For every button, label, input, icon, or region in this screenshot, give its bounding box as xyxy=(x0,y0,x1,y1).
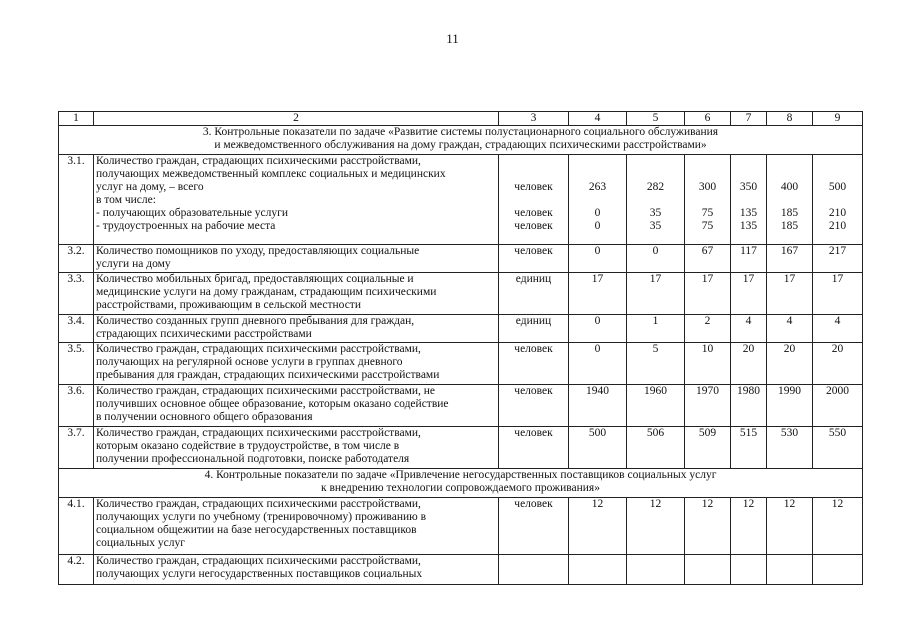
value: 263 xyxy=(588,181,607,193)
indicator-name-line: страдающих психическими расстройствами xyxy=(96,328,312,340)
indicator-name xyxy=(94,273,499,315)
table-row xyxy=(59,385,863,427)
value-cell: 509 xyxy=(685,427,731,469)
value: 75 xyxy=(701,207,714,219)
indicator-name-line: пребывания для граждан, страдающих психическими расстройствами xyxy=(96,369,440,381)
header-cell: 2 xyxy=(94,112,499,126)
value-cell: 17 xyxy=(731,273,767,315)
value-cell: 12 xyxy=(569,498,627,555)
value-cell xyxy=(767,155,813,245)
indicator-name-line: расстройствами, проживающим в сельской местности xyxy=(96,299,361,311)
indicator-name-line: которым оказано содействие в трудоустройстве, в том числе в xyxy=(96,440,400,452)
table-row xyxy=(59,427,863,469)
header-row xyxy=(59,112,863,126)
section-title-line: и межведомственного обслуживания на дому граждан, страдающих психическими расстройствами» xyxy=(214,139,707,151)
value: 75 xyxy=(701,220,714,232)
value-cell: 4 xyxy=(767,315,813,343)
page-number: 11 xyxy=(446,31,459,46)
value-cell: 0 xyxy=(569,315,627,343)
indicator-name-line: получивших основное общее образование, которым оказано содействие xyxy=(96,398,449,410)
value-cell: 20 xyxy=(767,343,813,385)
value-cell: 67 xyxy=(685,245,731,273)
value: 400 xyxy=(780,181,799,193)
indicator-name-line: Количество мобильных бригад, предоставляющих социальные и xyxy=(96,273,414,285)
header-cell: 8 xyxy=(767,112,813,126)
unit-cell xyxy=(499,555,569,585)
indicator-name-line: Количество граждан, страдающих психическими расстройствами, xyxy=(96,155,421,167)
table-row xyxy=(59,555,863,585)
indicator-name-line: медицинские услуги на дому гражданам, страдающим психическими xyxy=(96,286,437,298)
value-cell: 1990 xyxy=(767,385,813,427)
header-cell: 6 xyxy=(685,112,731,126)
value-cell: 17 xyxy=(685,273,731,315)
value-cell: 12 xyxy=(627,498,685,555)
row-number: 3.5. xyxy=(59,343,94,385)
value-cell xyxy=(731,155,767,245)
value-cell: 2000 xyxy=(813,385,863,427)
unit-cell: человек xyxy=(499,385,569,427)
row-number: 3.2. xyxy=(59,245,94,273)
value: 210 xyxy=(828,220,847,232)
table-row xyxy=(59,315,863,343)
indicator-name-line: Количество помощников по уходу, предоставляющих социальные xyxy=(96,245,420,257)
indicator-name-line: получающих услуги негосударственных поставщиков социальных xyxy=(96,568,423,580)
row-number: 3.4. xyxy=(59,315,94,343)
value: 0 xyxy=(594,207,601,219)
value-cell: 12 xyxy=(731,498,767,555)
indicator-name-line: - получающих образовательные услуги xyxy=(96,207,289,219)
value-cell xyxy=(569,555,627,585)
indicator-name xyxy=(94,498,499,555)
value-cell xyxy=(767,555,813,585)
indicator-name-line: в том числе: xyxy=(96,194,156,206)
indicator-name-line: услуг на дому, – всего xyxy=(96,181,204,193)
section-4-title xyxy=(59,469,863,498)
header-cell: 3 xyxy=(499,112,569,126)
row-number: 3.3. xyxy=(59,273,94,315)
row-number: 4.1. xyxy=(59,498,94,555)
indicator-name-line: получающих услуги по учебному (тренировочному) проживанию в xyxy=(96,511,427,523)
table-row xyxy=(59,245,863,273)
value-cell: 217 xyxy=(813,245,863,273)
section-4-title-row xyxy=(59,469,863,498)
section-3-title xyxy=(59,126,863,155)
indicator-name xyxy=(94,245,499,273)
value-cell: 4 xyxy=(813,315,863,343)
indicator-name xyxy=(94,315,499,343)
value-cell: 4 xyxy=(731,315,767,343)
unit-cell xyxy=(499,155,569,245)
indicator-name-line: получении профессиональной подготовки, поиске работодателя xyxy=(96,453,410,465)
indicator-name-line: получающих межведомственный комплекс социальных и медицинских xyxy=(96,168,446,180)
table-row xyxy=(59,155,863,245)
header-cell: 9 xyxy=(813,112,863,126)
indicator-name xyxy=(94,555,499,585)
value-cell: 1 xyxy=(627,315,685,343)
value-cell: 17 xyxy=(569,273,627,315)
table-row xyxy=(59,273,863,315)
unit-cell: человек xyxy=(499,343,569,385)
header-cell: 4 xyxy=(569,112,627,126)
value-cell xyxy=(627,155,685,245)
indicator-name-line: Количество граждан, страдающих психическими расстройствами, xyxy=(96,427,421,439)
indicator-name-line: в получении основного общего образования xyxy=(96,411,313,423)
value: 185 xyxy=(780,220,799,232)
indicator-name-line: Количество созданных групп дневного пребывания для граждан, xyxy=(96,315,415,327)
unit-value: человек xyxy=(514,207,553,219)
value-cell xyxy=(685,555,731,585)
value-cell: 506 xyxy=(627,427,685,469)
row-number: 3.7. xyxy=(59,427,94,469)
value-cell xyxy=(685,155,731,245)
value: 35 xyxy=(649,207,662,219)
indicator-name-line: - трудоустроенных на рабочие места xyxy=(96,220,276,232)
unit-cell: человек xyxy=(499,245,569,273)
value-cell: 20 xyxy=(731,343,767,385)
value-cell xyxy=(627,555,685,585)
value-cell: 12 xyxy=(685,498,731,555)
unit-cell: человек xyxy=(499,427,569,469)
value-cell: 1970 xyxy=(685,385,731,427)
value-cell: 500 xyxy=(569,427,627,469)
value-cell xyxy=(813,155,863,245)
indicator-name-line: Количество граждан, страдающих психическими расстройствами, xyxy=(96,555,421,567)
value: 500 xyxy=(828,181,847,193)
value: 300 xyxy=(698,181,717,193)
row-number: 4.2. xyxy=(59,555,94,585)
indicators-table xyxy=(58,111,863,585)
value-cell: 12 xyxy=(767,498,813,555)
value-cell xyxy=(569,155,627,245)
section-title-line: 3. Контрольные показатели по задаче «Развитие системы полустационарного социального обслуживания xyxy=(202,126,719,138)
indicator-name-line: Количество граждан, страдающих психическими расстройствами, xyxy=(96,343,421,355)
value-cell: 550 xyxy=(813,427,863,469)
table-body xyxy=(59,112,863,585)
unit-cell: единиц xyxy=(499,315,569,343)
value-cell: 17 xyxy=(627,273,685,315)
value-cell xyxy=(813,555,863,585)
row-number: 3.6. xyxy=(59,385,94,427)
indicator-name xyxy=(94,343,499,385)
value-cell: 0 xyxy=(569,245,627,273)
indicator-name xyxy=(94,385,499,427)
value: 135 xyxy=(739,207,758,219)
table-row xyxy=(59,343,863,385)
value: 282 xyxy=(646,181,665,193)
unit-cell: человек xyxy=(499,498,569,555)
value: 210 xyxy=(828,207,847,219)
value-cell: 1940 xyxy=(569,385,627,427)
value: 185 xyxy=(780,207,799,219)
value-cell: 12 xyxy=(813,498,863,555)
indicator-name-line: Количество граждан, страдающих психическими расстройствами, xyxy=(96,498,421,510)
value-cell: 0 xyxy=(627,245,685,273)
value: 35 xyxy=(649,220,662,232)
value-cell: 20 xyxy=(813,343,863,385)
value: 350 xyxy=(739,181,758,193)
value-cell: 530 xyxy=(767,427,813,469)
unit-cell: единиц xyxy=(499,273,569,315)
row-number: 3.1. xyxy=(59,155,94,245)
value-cell: 1980 xyxy=(731,385,767,427)
value-cell: 515 xyxy=(731,427,767,469)
indicator-name xyxy=(94,427,499,469)
value-cell: 0 xyxy=(569,343,627,385)
value: 135 xyxy=(739,220,758,232)
indicator-name-line: услуги на дому xyxy=(96,258,171,270)
value-cell: 17 xyxy=(767,273,813,315)
value-cell: 5 xyxy=(627,343,685,385)
section-title-line: 4. Контрольные показатели по задаче «Привлечение негосударственных поставщиков социальных услуг xyxy=(204,469,717,481)
header-cell: 7 xyxy=(731,112,767,126)
value: 0 xyxy=(594,220,601,232)
section-3-title-row xyxy=(59,126,863,155)
value-cell: 2 xyxy=(685,315,731,343)
header-cell: 5 xyxy=(627,112,685,126)
indicator-name-line: социальном общежитии на базе негосударственных поставщиков xyxy=(96,524,417,536)
section-title-line: к внедрению технологии сопровождаемого проживания» xyxy=(321,482,600,494)
unit-value: человек xyxy=(514,181,553,193)
table-row xyxy=(59,498,863,555)
indicator-name-line: Количество граждан, страдающих психическими расстройствами, не xyxy=(96,385,436,397)
value-cell: 167 xyxy=(767,245,813,273)
indicator-name-line: социальных услуг xyxy=(96,537,185,549)
value-cell: 10 xyxy=(685,343,731,385)
value-cell: 117 xyxy=(731,245,767,273)
unit-value: человек xyxy=(514,220,553,232)
value-cell: 17 xyxy=(813,273,863,315)
indicator-name xyxy=(94,155,499,245)
value-cell: 1960 xyxy=(627,385,685,427)
indicator-name-line: получающих на регулярной основе услуги в группах дневного xyxy=(96,356,403,368)
value-cell xyxy=(731,555,767,585)
header-cell: 1 xyxy=(59,112,94,126)
